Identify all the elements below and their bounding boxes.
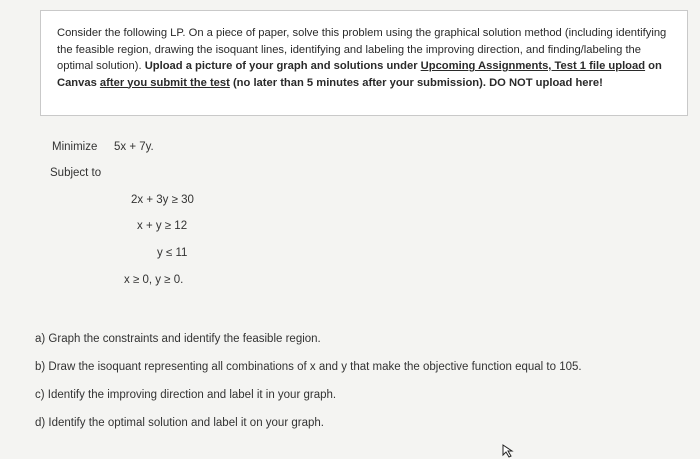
upcoming-assignments-link-text: Upcoming Assignments, Test 1 file upload bbox=[420, 60, 646, 72]
deadline-text: (no later than 5 minutes after your submission). DO NOT upload here! bbox=[229, 76, 603, 89]
question-instructions-box bbox=[40, 10, 688, 116]
constraint-2: x + y ≥ 12 bbox=[137, 220, 188, 232]
nonnegativity-constraints: x ≥ 0, y ≥ 0. bbox=[124, 274, 184, 286]
minimize-label: Minimize bbox=[52, 141, 98, 153]
part-b: b) Draw the isoquant representing all combinations of x and y that make the objective function equal to 105. bbox=[35, 361, 582, 373]
part-c: c) Identify the improving direction and label it in your graph. bbox=[35, 389, 337, 401]
constraint-3: y ≤ 11 bbox=[157, 247, 188, 259]
subject-to-label: Subject to bbox=[50, 167, 102, 179]
after-submit-text: after you submit the test bbox=[99, 76, 230, 89]
part-a: a) Graph the constraints and identify the feasible region. bbox=[35, 333, 321, 345]
instructions-text: Consider the following LP. On a piece of paper, solve this problem using the graphical solution method (including identifying the feasible region, drawing the isoquant lines, identifying and labeling the improving direction, and finding/labeling the optimal solution). bbox=[57, 27, 667, 72]
question-parts-list bbox=[35, 331, 582, 443]
part-d: d) Identify the optimal solution and label it on your graph. bbox=[35, 417, 324, 429]
canvas-text: on Canvas bbox=[57, 60, 662, 89]
mouse-cursor-icon bbox=[502, 444, 516, 458]
objective-function: 5x + 7y. bbox=[114, 141, 154, 153]
constraint-1: 2x + 3y ≥ 30 bbox=[131, 194, 194, 206]
upload-instructions: Upload a picture of your graph and solutions under bbox=[144, 60, 421, 72]
